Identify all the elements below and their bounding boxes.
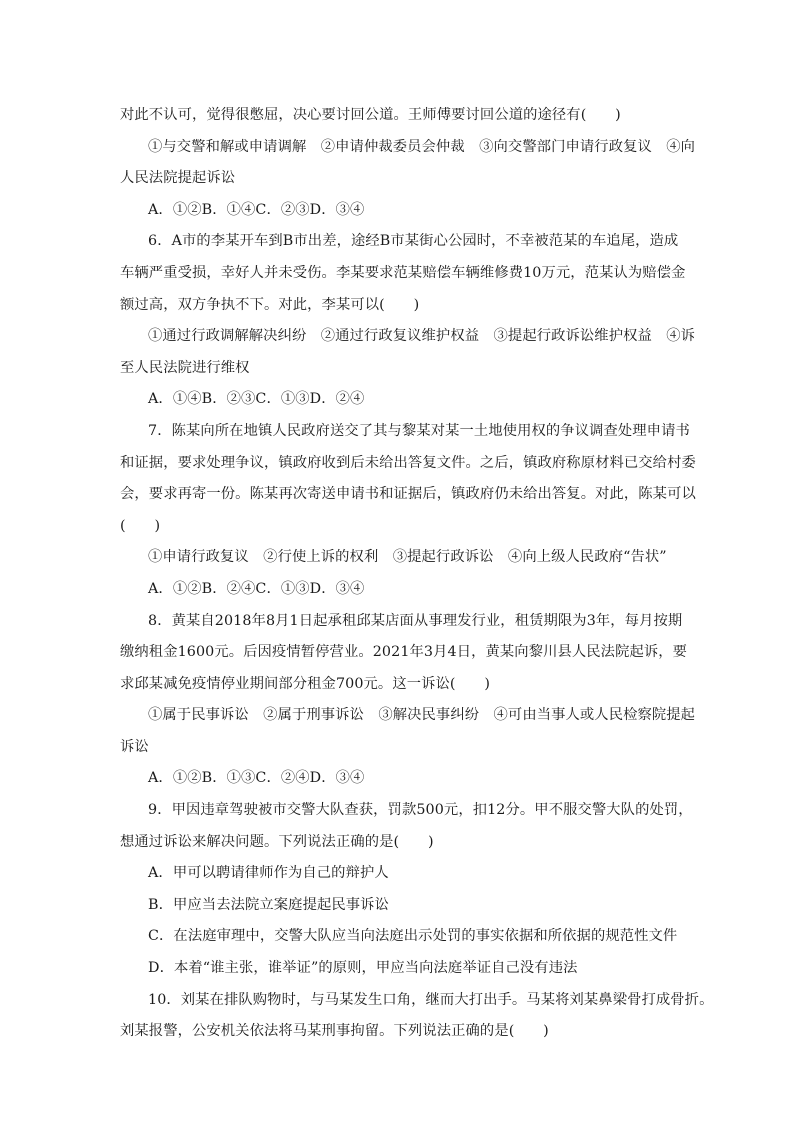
- text-line: 诉讼: [120, 738, 149, 755]
- text-line: 求邱某减免疫情停业期间部分租金700元。这一诉讼( ): [120, 675, 491, 692]
- text-line: 人民法院提起诉讼: [120, 170, 236, 187]
- text-line: 7．陈某向所在地镇人民政府送交了其与黎某对某一土地使用权的争议调查处理申请书: [148, 422, 690, 439]
- text-line: 刘某报警，公安机关依法将马某刑事拘留。下列说法正确的是( ): [120, 1023, 549, 1040]
- text-line: 车辆严重受损，幸好人并未受伤。李某要求范某赔偿车辆维修费10万元，范某认为赔偿金: [120, 264, 686, 281]
- text-line: 额过高，双方争执不下。对此，李某可以( ): [120, 296, 420, 313]
- text-line: ①申请行政复议 ②行使上诉的权利 ③提起行政诉讼 ④向上级人民政府“告状”: [148, 549, 667, 566]
- text-line: A．①②B．①③C．②④D．③④: [148, 770, 365, 787]
- text-line: D．本着“谁主张，谁举证”的原则，甲应当向法庭举证自己没有违法: [148, 960, 578, 977]
- text-line: 9．甲因违章驾驶被市交警大队查获，罚款500元，扣12分。甲不服交警大队的处罚，: [148, 802, 693, 819]
- text-line: 至人民法院进行维权: [120, 359, 250, 376]
- text-line: C．在法庭审理中，交警大队应当向法庭出示处罚的事实依据和所依据的规范性文件: [148, 928, 678, 945]
- text-line: 缴纳租金1600元。后因疫情暂停营业。2021年3月4日，黄某向黎川县人民法院起诉，要: [120, 644, 688, 661]
- text-line: 想通过诉讼来解决问题。下列说法正确的是( ): [120, 833, 434, 850]
- text-line: A．①②B．①④C．②③D．③④: [148, 201, 365, 218]
- text-line: 会，要求再寄一份。陈某再次寄送申请书和证据后，镇政府仍未给出答复。对此，陈某可以: [120, 486, 696, 503]
- text-line: 10．刘某在排队购物时，与马某发生口角，继而大打出手。马某将刘某鼻梁骨打成骨折。: [148, 991, 714, 1008]
- text-line: ①通过行政调解解决纠纷 ②通过行政复议维护权益 ③提起行政诉讼维护权益 ④诉: [148, 328, 696, 345]
- text-line: ( ): [120, 517, 161, 534]
- text-line: ①属于民事诉讼 ②属于刑事诉讼 ③解决民事纠纷 ④可由当事人或人民检察院提起: [148, 707, 696, 724]
- text-line: 6．A市的李某开车到B市出差，途经B市某街心公园时，不幸被范某的车追尾，造成: [148, 233, 679, 250]
- text-line: 和证据，要求处理争议，镇政府收到后未给出答复文件。之后，镇政府称原材料已交给村委: [120, 454, 696, 471]
- text-line: A．甲可以聘请律师作为自己的辩护人: [148, 865, 389, 882]
- document-body: [120, 100, 714, 1048]
- text-line: ①与交警和解或申请调解 ②申请仲裁委员会仲裁 ③向交警部门申请行政复议 ④向: [148, 138, 696, 155]
- text-line: B．甲应当去法院立案庭提起民事诉讼: [148, 896, 389, 913]
- text-line: 8．黄某自2018年8月1日起承租邱某店面从事理发行业，租赁期限为3年，每月按期: [148, 612, 683, 629]
- text-line: A．①②B．②④C．①③D．③④: [148, 580, 365, 597]
- text-line: A．①④B．②③C．①③D．②④: [148, 391, 365, 408]
- text-line: 对此不认可，觉得很憋屈，决心要讨回公道。王师傅要讨回公道的途径有( ): [120, 107, 621, 123]
